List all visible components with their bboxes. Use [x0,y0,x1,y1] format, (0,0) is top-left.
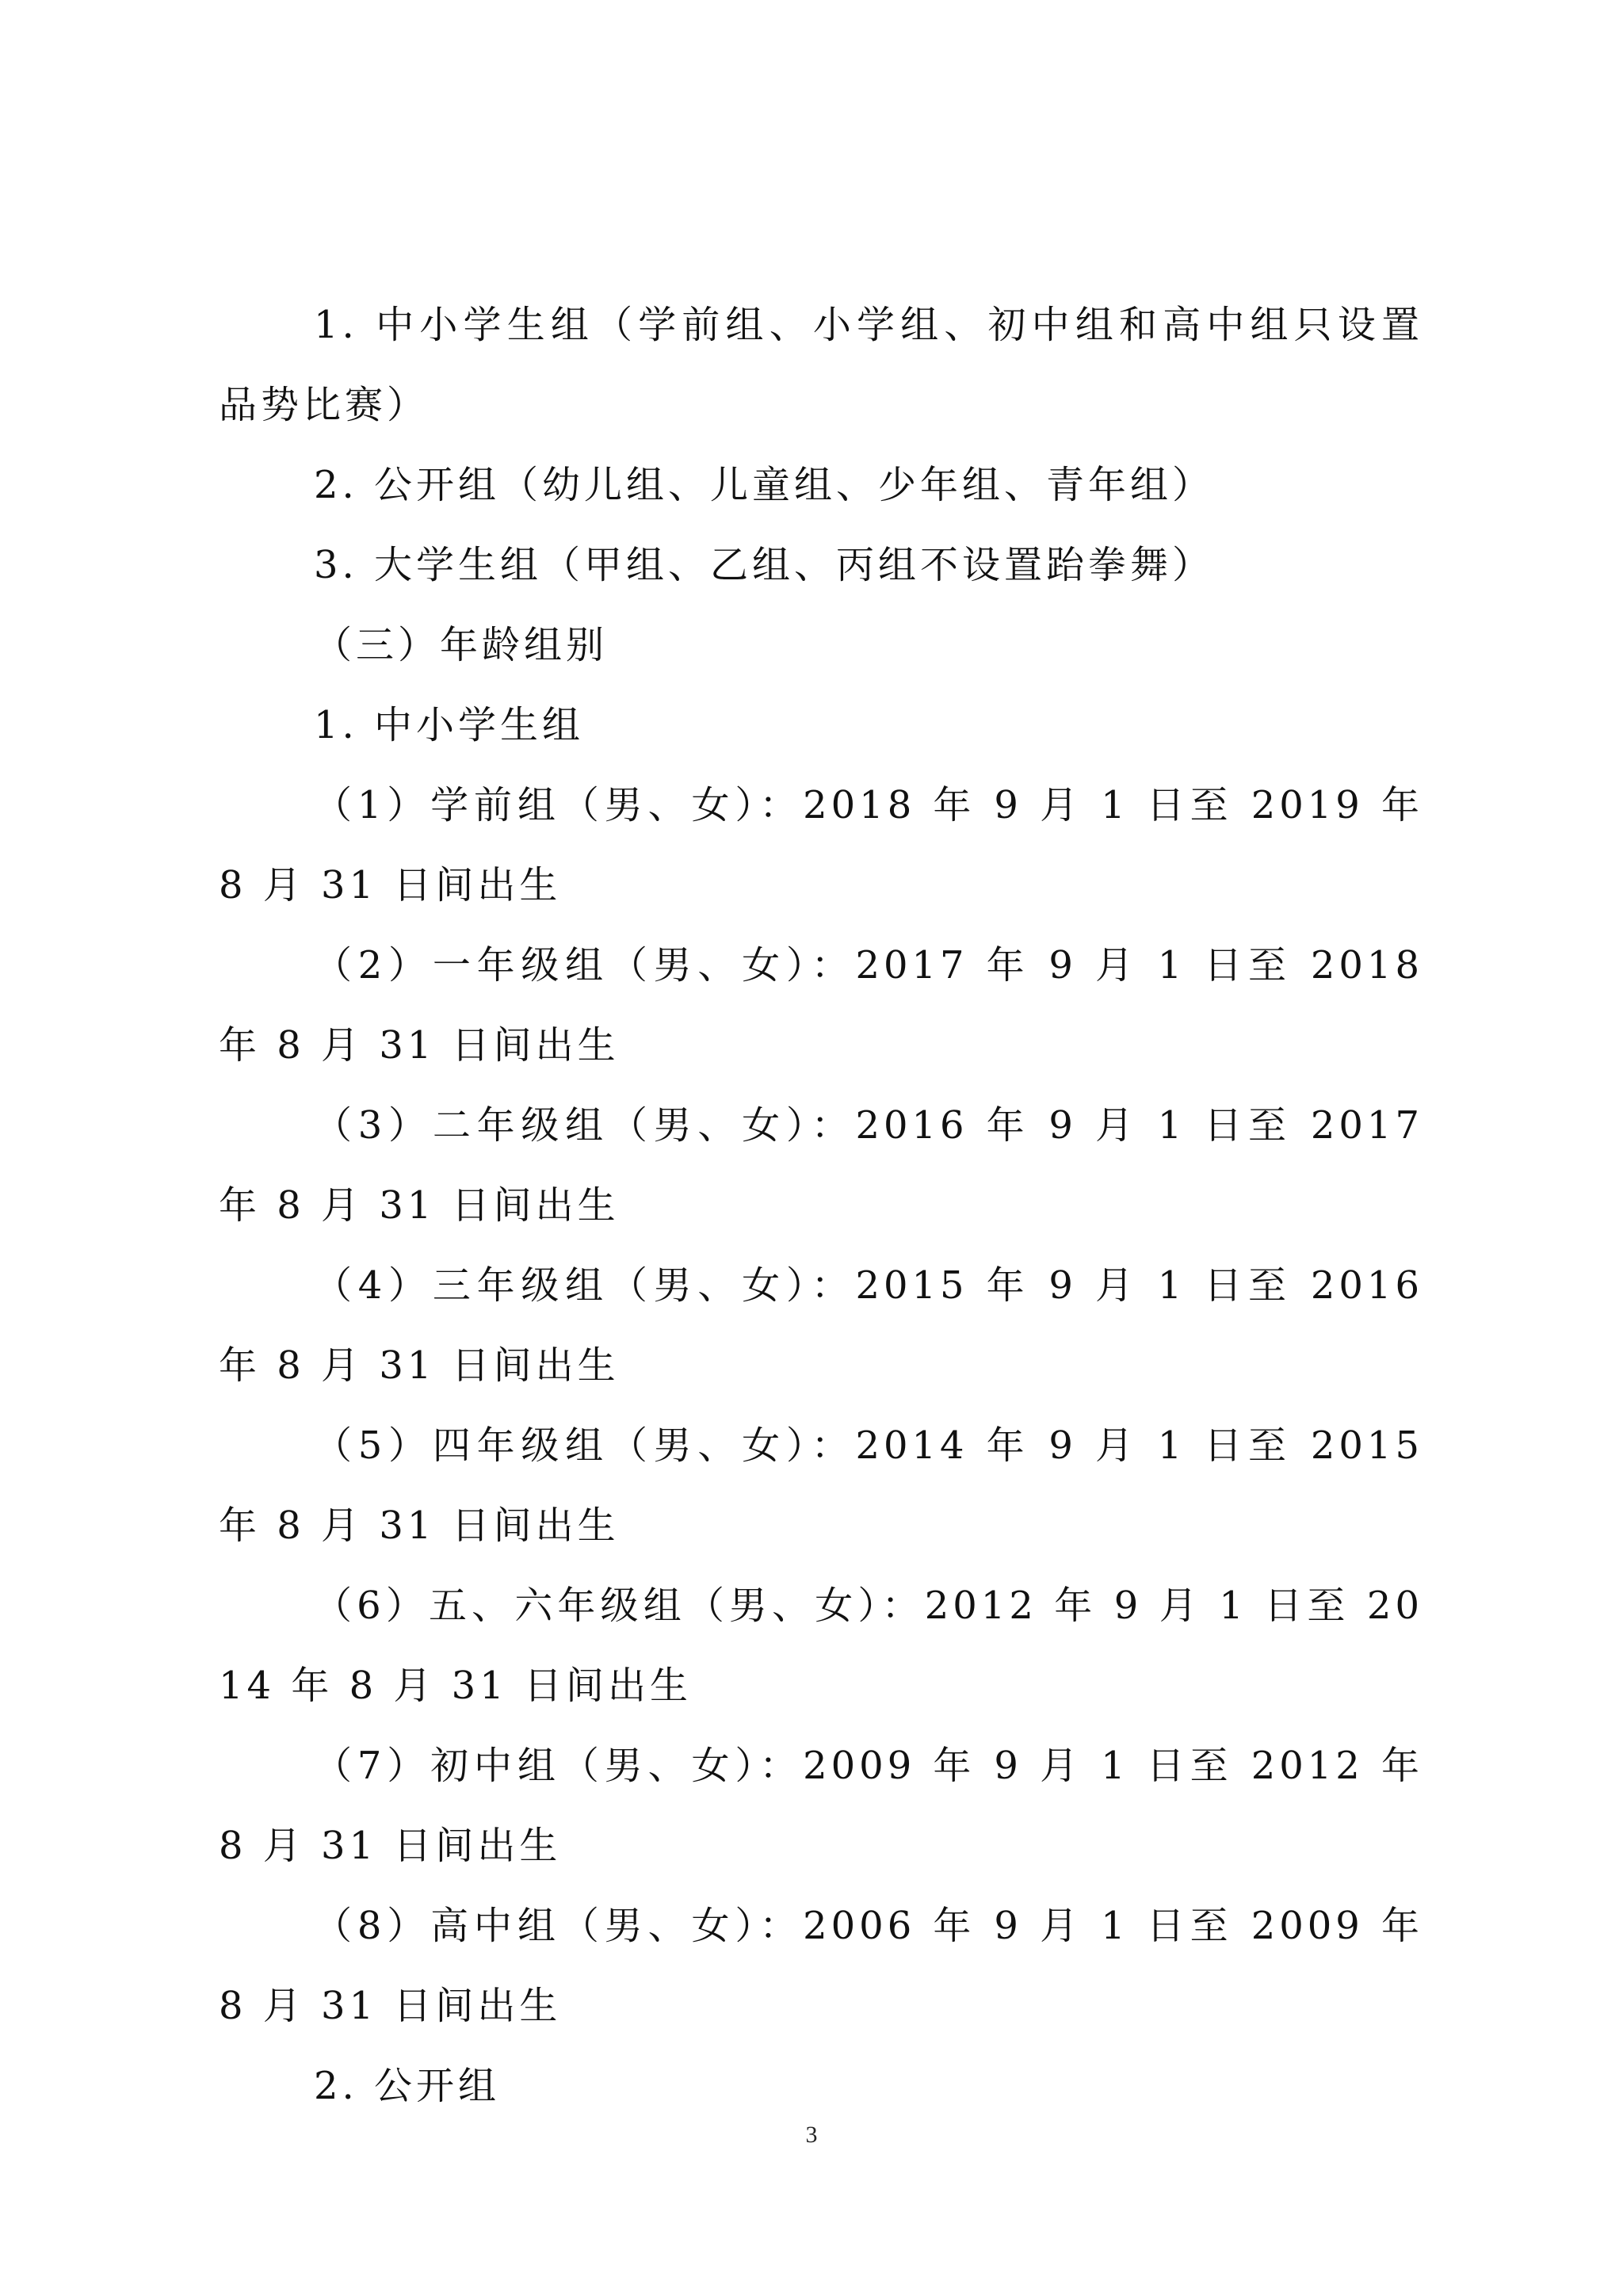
page-number: 3 [805,2122,818,2148]
subheading-primary-secondary: 1. 中小学生组 [314,703,585,747]
paragraph-group-university: 3. 大学生组（甲组、乙组、丙组不设置跆拳舞） [314,543,1215,587]
list-item-grade-5-6: （6）五、六年级组（男、女）：2012 年 9 月 1 日至 2014 年 8 月 31 日间出生 [219,1584,1423,1708]
list-item-grade-3: （4）三年级组（男、女）：2015 年 9 月 1 日至 2016 年 8 月 31 日间出生 [219,1263,1423,1388]
list-item-junior-high: （7）初中组（男、女）：2009 年 9 月 1 日至 2012 年 8 月 31 日间出生 [219,1744,1423,1868]
list-item-grade-4: （5）四年级组（男、女）：2014 年 9 月 1 日至 2015 年 8 月 31 日间出生 [219,1423,1423,1548]
subheading-open-group: 2. 公开组 [314,2064,501,2108]
paragraph-group-open: 2. 公开组（幼儿组、儿童组、少年组、青年组） [314,463,1215,507]
list-item-preschool: （1）学前组（男、女）：2018 年 9 月 1 日至 2019 年 8 月 31 日间出生 [219,783,1423,907]
paragraph-group-primary-secondary: 1. 中小学生组（学前组、小学组、初中组和高中组只设置品势比赛） [219,303,1423,427]
list-item-grade-2: （3）二年级组（男、女）：2016 年 9 月 1 日至 2017 年 8 月 31 日间出生 [219,1103,1423,1228]
list-item-senior-high: （8）高中组（男、女）：2006 年 9 月 1 日至 2009 年 8 月 31 日间出生 [219,1904,1423,2028]
section-heading-age-groups: （三）年龄组别 [314,623,609,667]
document-body [219,285,1423,2126]
list-item-grade-1: （2）一年级组（男、女）：2017 年 9 月 1 日至 2018 年 8 月 31 日间出生 [219,943,1423,1068]
